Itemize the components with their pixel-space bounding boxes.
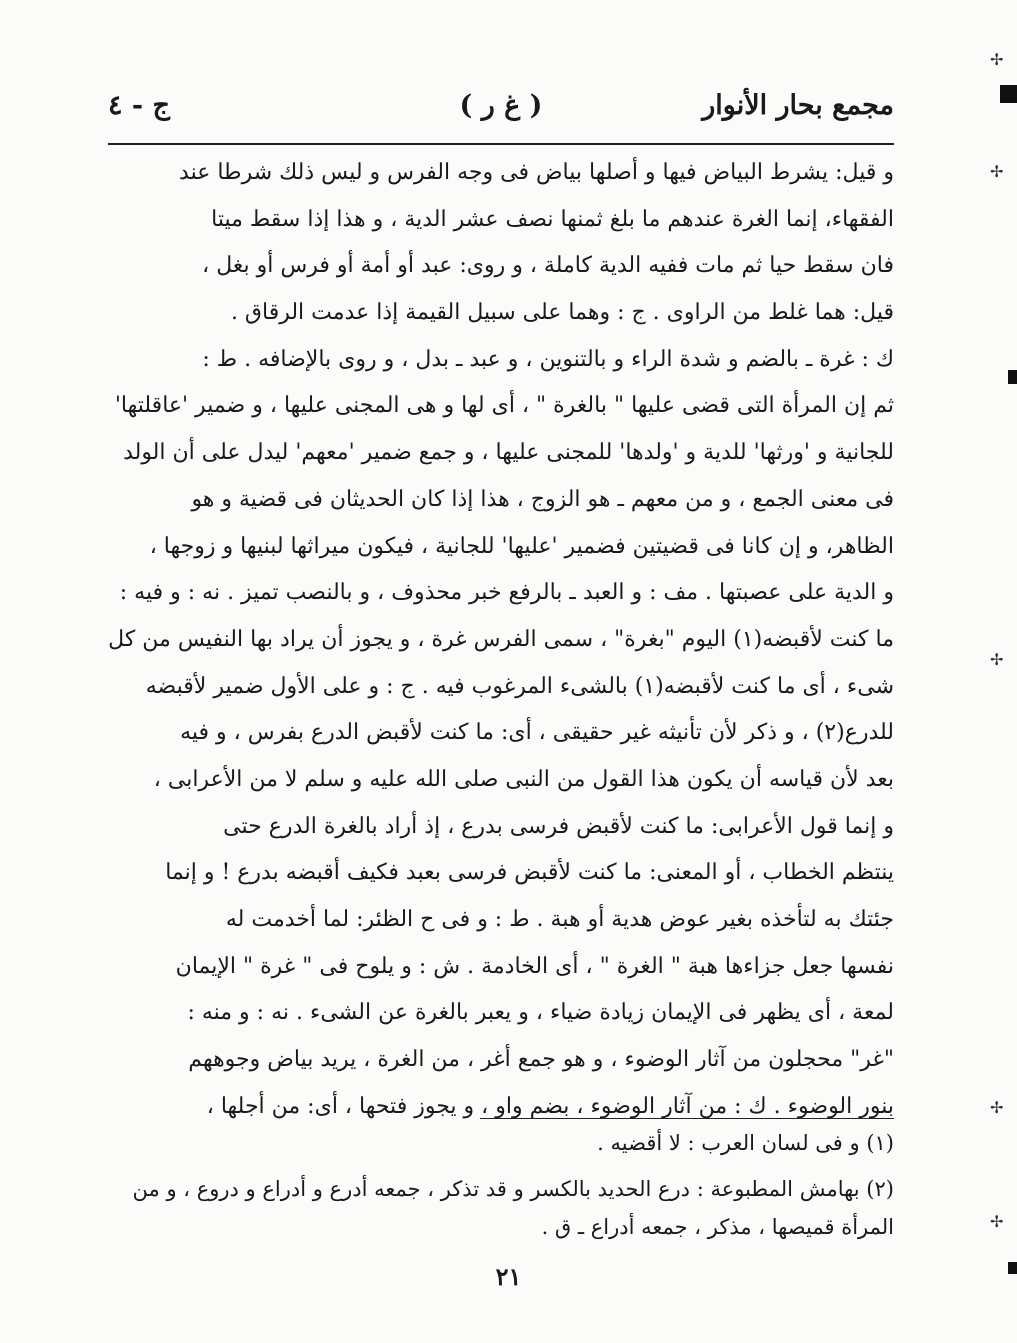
scan-blot xyxy=(1008,370,1017,384)
text-line: بنور الوضوء . ك : من آثار الوضوء ، بضم واو ، و يجوز فتحها ، أى: من أجلها ، xyxy=(206,1093,894,1119)
text-line: الفقهاء، إنما الغرة عندهم ما بلغ ثمنها نصف عشر الدية ، و هذا إذا سقط ميتا xyxy=(211,206,894,232)
footnote-rule xyxy=(480,1118,894,1119)
volume-number: ج - ٤ xyxy=(108,90,170,121)
scan-mark: ✢ xyxy=(990,1212,1004,1231)
text-line: شىء ، أى ما كنت لأقبضه(١) بالشىء المرغوب فيه . ج : و على الأول ضمير لأقبضه xyxy=(145,673,894,699)
text-line: للدرع(٢) ، و ذكر لأن تأنيثه غير حقيقى ، أى: ما كنت لأقبض الدرع بفرس ، و فيه xyxy=(180,720,894,746)
root-entry: ( غ ر ) xyxy=(459,90,543,121)
text-line: نفسها جعل جزاءها هبة " الغرة " ، أى الخادمة . ش : و يلوح فى " غرة " الإيمان xyxy=(175,953,894,979)
main-text xyxy=(108,150,894,1130)
text-line: لمعة ، أى يظهر فى الإيمان زيادة ضياء ، و يعبر بالغرة عن الشىء . نه : و منه : xyxy=(187,1000,894,1026)
book-title: مجمع بحار الأنوار xyxy=(702,90,894,121)
text-line: بعد لأن قياسه أن يكون هذا القول من النبى صلى الله عليه و سلم لا من الأعرابى ، xyxy=(153,766,894,792)
footnote-line: (٢) بهامش المطبوعة : درع الحديد بالكسر و قد تذكر ، جمعه أدرع و أدراع و دروع ، و من xyxy=(132,1177,894,1201)
text-line: جئتك به لتأخذه بغير عوض هدية أو هبة . ط : و فى ح الظئر: لما أخدمت له xyxy=(225,907,894,932)
text-line: و الدية على عصبتها . مف : و العبد ـ بالرفع خبر محذوف ، و بالنصب تميز . نه : و فيه : xyxy=(119,580,894,606)
footnote-gap xyxy=(108,1162,894,1170)
page-number: ٢١ xyxy=(495,1262,522,1291)
scan-mark: ✢ xyxy=(990,1098,1004,1117)
text-line: "غر" محجلون من آثار الوضوء ، و هو جمع أغر ، من الغرة ، يريد بياض وجوههم xyxy=(188,1047,894,1073)
text-line: الظاهر، و إن كانا فى قضيتين فضمير 'عليها' للجانية ، فيكون ميراثها لبنيها و زوجها ، xyxy=(149,533,894,559)
footnote-line: المرأة قميصها ، مذكر ، جمعه أدراع ـ ق . xyxy=(541,1215,894,1239)
running-header xyxy=(108,82,894,132)
text-line: و قيل: يشرط البياض فيها و أصلها بياض فى وجه الفرس و ليس ذلك شرطا عند xyxy=(179,160,894,185)
text-line: قيل: هما غلط من الراوى . ج : وهما على سبيل القيمة إذا عدمت الرقاق . xyxy=(230,300,894,326)
text-line: و إنما قول الأعرابى: ما كنت لأقبض فرسى بدرع ، إذ أراد بالغرة الدرع حتى xyxy=(223,813,894,839)
scan-mark: ✢ xyxy=(990,162,1004,181)
text-line: فان سقط حيا ثم مات ففيه الدية كاملة ، و روى: عبد أو أمة أو فرس أو بغل ، xyxy=(202,253,894,279)
text-line: للجانية و 'ورثها' للدية و 'ولدها' للمجنى عليها ، و جمع ضمير 'معهم' ليدل على أن الولد xyxy=(123,440,894,466)
text-line: ك : غرة ـ بالضم و شدة الراء و بالتنوين ، و عبد ـ بدل ، و روى بالإضافه . ط : xyxy=(202,346,894,372)
text-line: ينتظم الخطاب ، أو المعنى: ما كنت لأقبض فرسى بعبد فكيف أقبضه بدرع ! و إنما xyxy=(165,860,894,886)
scan-blot xyxy=(1000,85,1017,103)
footnote-line: (١) و فى لسان العرب : لا أقضيه . xyxy=(597,1131,894,1155)
scan-mark: ✢ xyxy=(990,50,1004,69)
text-line: ثم إن المرأة التى قضى عليها " بالغرة " ، أى لها و هى المجنى عليها ، و ضمير 'عاقلتها' xyxy=(114,393,894,419)
text-line: فى معنى الجمع ، و من معهم ـ هو الزوج ، هذا إذا كان الحديثان فى قضية و هو xyxy=(191,486,894,512)
footnotes xyxy=(108,1124,894,1246)
scan-blot xyxy=(1008,1262,1017,1274)
header-rule xyxy=(108,143,894,145)
scan-mark: ✢ xyxy=(990,650,1004,669)
text-line: ما كنت لأقبضه(١) اليوم "بغرة" ، سمى الفرس غرة ، و يجوز أن يراد بها النفيس من كل xyxy=(108,626,894,652)
